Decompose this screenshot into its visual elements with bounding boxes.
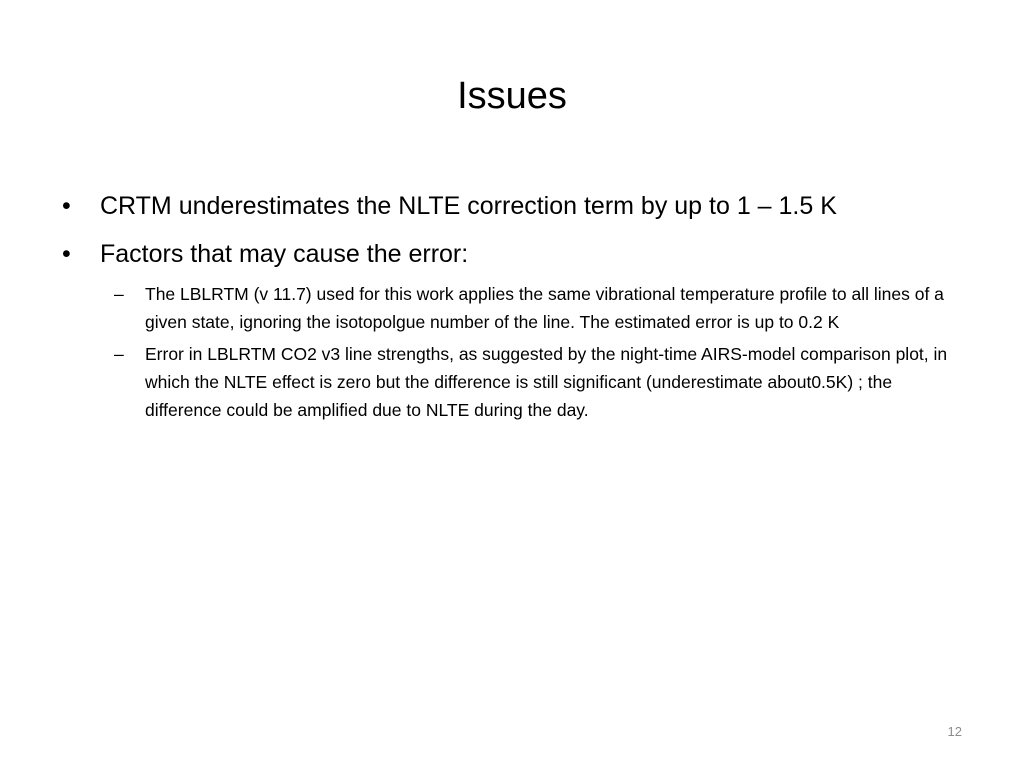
sub-bullet-item xyxy=(62,280,952,336)
dash-icon: – xyxy=(114,284,124,304)
slide-content xyxy=(62,186,952,428)
sub-bullet-text: The LBLRTM (v 11.7) used for this work applies the same vibrational temperature profile to all lines of a given state, ignoring the isotopolgue number of the line. The estimated error is up to 0.2 K xyxy=(145,284,944,332)
sub-bullet-item xyxy=(62,340,952,424)
bullet-text: Factors that may cause the error: xyxy=(100,240,469,268)
dash-icon: – xyxy=(114,344,124,364)
bullet-icon: • xyxy=(62,192,71,220)
bullet-item xyxy=(62,234,952,274)
sub-bullet-text: Error in LBLRTM CO2 v3 line strengths, as suggested by the night-time AIRS-model comparison plot, in which the NLTE effect is zero but the difference is still significant (underestimate about0.5K) ; the difference could be amplified due to NLTE during the day. xyxy=(145,344,948,420)
sub-bullet-list xyxy=(62,280,952,424)
bullet-item xyxy=(62,186,952,226)
slide-title: Issues xyxy=(457,75,567,117)
page-number: 12 xyxy=(947,724,962,739)
bullet-text: CRTM underestimates the NLTE correction term by up to 1 – 1.5 K xyxy=(100,192,837,220)
bullet-icon: • xyxy=(62,240,71,268)
